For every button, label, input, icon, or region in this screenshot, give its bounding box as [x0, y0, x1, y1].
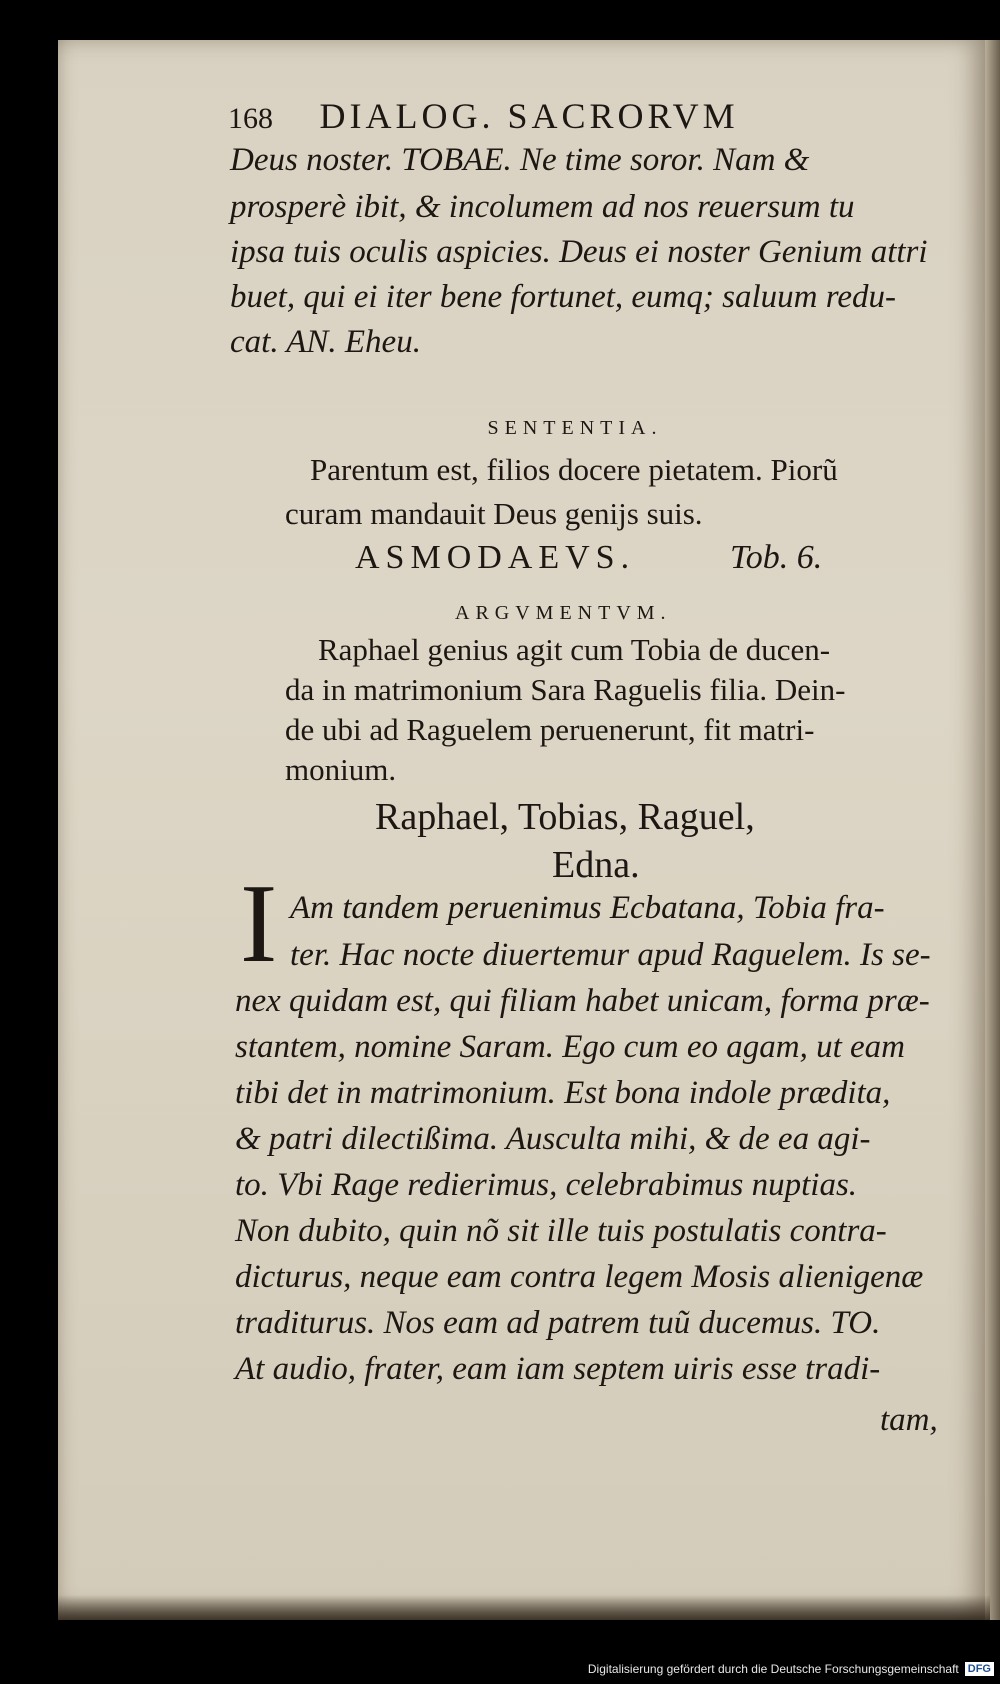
text-line: dicturus, neque eam contra legem Mosis alienigenæ: [235, 1259, 924, 1295]
argumentum-line: Raphael genius agit cum Tobia de ducen-: [318, 632, 831, 667]
text-line: buet, qui ei iter bene fortunet, eumq; saluum redu-: [230, 279, 896, 315]
text-line: to. Vbi Rage redierimus, celebrabimus nuptias.: [235, 1167, 858, 1203]
argumentum-line: da in matrimonium Sara Raguelis filia. Dein-: [285, 672, 846, 707]
persons-line: Raphael, Tobias, Raguel,: [375, 796, 755, 838]
credit-text: Digitalisierung gefördert durch die Deutsche Forschungsgemeinschaft: [587, 1662, 959, 1676]
dfg-logo: DFG: [965, 1662, 994, 1676]
catchword: tam,: [880, 1402, 938, 1438]
running-title: DIALOG. SACRORVM: [319, 96, 739, 136]
page-bottom-shadow: [58, 1595, 990, 1620]
text-line: Am tandem peruenimus Ecbatana, Tobia fra-: [290, 890, 885, 926]
section-title: ASMODAEVS.: [355, 539, 636, 576]
text-line: nex quidam est, qui filiam habet unicam, forma præ-: [235, 983, 930, 1019]
text-line: prosperè ibit, & incolumem ad nos reuersum tu: [230, 189, 855, 225]
argumentum-line: de ubi ad Raguelem peruenerunt, fit matri-: [285, 712, 815, 747]
argumentum-heading: ARGVMENTVM.: [455, 602, 672, 624]
drop-cap: I: [240, 862, 278, 986]
persons-line: Edna.: [552, 844, 640, 886]
text-line: traditurus. Nos eam ad patrem tuũ ducemus. TO.: [235, 1305, 881, 1341]
page-edge: [985, 40, 1000, 1620]
text-line: Deus noster. TOBAE. Ne time soror. Nam &: [230, 142, 810, 178]
text-line: ipsa tuis oculis aspicies. Deus ei noster Genium attri: [230, 234, 928, 270]
sententia-line: curam mandauit Deus genijs suis.: [285, 496, 703, 531]
text-line: & patri dilectißima. Ausculta mihi, & de ea agi-: [235, 1121, 871, 1157]
text-line: ter. Hac nocte diuertemur apud Raguelem. Is se-: [290, 937, 931, 973]
text-line: cat. AN. Eheu.: [230, 324, 421, 360]
digitization-credit: [588, 1658, 994, 1680]
text-line: tibi det in matrimonium. Est bona indole prædita,: [235, 1075, 891, 1111]
page-number: 168: [228, 102, 273, 135]
text-line: Non dubito, quin nõ sit ille tuis postulatis contra-: [235, 1213, 887, 1249]
sententia-line: Parentum est, filios docere pietatem. Piorũ: [310, 452, 838, 487]
running-header: [228, 96, 739, 139]
section-reference: Tob. 6.: [730, 539, 823, 576]
argumentum-line: monium.: [285, 752, 397, 787]
text-line: stantem, nomine Saram. Ego cum eo agam, ut eam: [235, 1029, 905, 1065]
text-line: At audio, frater, eam iam septem uiris esse tradi-: [235, 1351, 881, 1387]
sententia-heading: SENTENTIA.: [487, 417, 663, 439]
